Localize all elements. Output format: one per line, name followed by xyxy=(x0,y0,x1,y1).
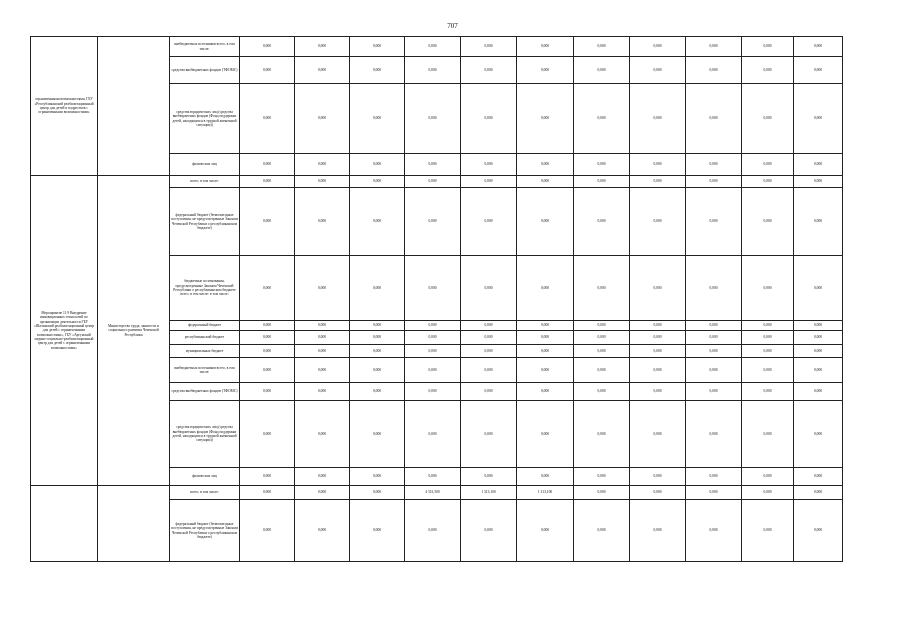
amount-cell: 0,000 xyxy=(240,468,295,486)
amount-cell: 0,000 xyxy=(350,358,405,383)
amount-cell: 0,000 xyxy=(630,37,686,57)
amount-cell: 0,000 xyxy=(517,57,574,84)
funding-source-cell: муниципальных бюджет xyxy=(170,345,240,358)
amount-cell: 0,000 xyxy=(350,486,405,500)
amount-cell: 0,000 xyxy=(794,256,843,321)
amount-cell: 0,000 xyxy=(686,57,742,84)
amount-cell: 0,000 xyxy=(405,321,461,331)
amount-cell: 0,000 xyxy=(517,188,574,256)
measure-name-cell: ограниченными возможностями, ГБУ «Республиканский реабилитационный центр для детей и подростков с ограниченными возможностями» xyxy=(31,37,98,176)
amount-cell: 0,000 xyxy=(350,401,405,468)
amount-cell: 0,000 xyxy=(742,256,794,321)
amount-cell: 0,000 xyxy=(794,358,843,383)
amount-cell: 0,000 xyxy=(295,401,350,468)
amount-cell: 0,000 xyxy=(517,256,574,321)
amount-cell: 0,000 xyxy=(350,321,405,331)
amount-cell: 0,000 xyxy=(686,468,742,486)
amount-cell: 0,000 xyxy=(295,468,350,486)
amount-cell: 0,000 xyxy=(461,401,517,468)
amount-cell: 0,000 xyxy=(630,321,686,331)
executor-cell xyxy=(98,486,170,562)
amount-cell: 0,000 xyxy=(350,383,405,401)
amount-cell: 0,000 xyxy=(742,321,794,331)
amount-cell: 0,000 xyxy=(350,176,405,188)
amount-cell: 0,000 xyxy=(574,358,630,383)
amount-cell: 0,000 xyxy=(240,500,295,562)
amount-cell: 0,000 xyxy=(405,154,461,176)
amount-cell: 0,000 xyxy=(630,345,686,358)
amount-cell: 0,000 xyxy=(461,331,517,345)
amount-cell: 0,000 xyxy=(240,176,295,188)
amount-cell: 0,000 xyxy=(574,345,630,358)
amount-cell: 0,000 xyxy=(517,331,574,345)
amount-cell: 0,000 xyxy=(742,331,794,345)
amount-cell: 0,000 xyxy=(794,486,843,500)
amount-cell: 0,000 xyxy=(461,345,517,358)
amount-cell: 0,000 xyxy=(461,358,517,383)
amount-cell: 0,000 xyxy=(350,256,405,321)
amount-cell: 0,000 xyxy=(350,331,405,345)
amount-cell: 0,000 xyxy=(461,154,517,176)
amount-cell: 0,000 xyxy=(574,176,630,188)
amount-cell: 0,000 xyxy=(742,468,794,486)
amount-cell: 0,000 xyxy=(517,500,574,562)
amount-cell: 0,000 xyxy=(742,345,794,358)
amount-cell: 0,000 xyxy=(630,331,686,345)
funding-source-cell: федеральный бюджет xyxy=(170,321,240,331)
amount-cell: 0,000 xyxy=(240,37,295,57)
amount-cell: 0,000 xyxy=(574,84,630,154)
amount-cell: 0,000 xyxy=(686,154,742,176)
amount-cell: 0,000 xyxy=(517,383,574,401)
amount-cell: 0,000 xyxy=(742,84,794,154)
amount-cell: 0,000 xyxy=(405,176,461,188)
amount-cell: 0,000 xyxy=(295,500,350,562)
amount-cell: 0,000 xyxy=(240,383,295,401)
amount-cell: 1 313,100 xyxy=(461,486,517,500)
amount-cell: 0,000 xyxy=(405,500,461,562)
amount-cell: 0,000 xyxy=(240,486,295,500)
amount-cell: 0,000 xyxy=(295,486,350,500)
funding-source-cell: средства внебюджетных фондов (ТФОМС) xyxy=(170,383,240,401)
amount-cell: 0,000 xyxy=(686,401,742,468)
amount-cell: 0,000 xyxy=(794,57,843,84)
amount-cell: 0,000 xyxy=(630,154,686,176)
amount-cell: 0,000 xyxy=(295,188,350,256)
table-row xyxy=(31,176,843,188)
amount-cell: 0,000 xyxy=(686,486,742,500)
amount-cell: 0,000 xyxy=(295,57,350,84)
amount-cell: 0,000 xyxy=(461,37,517,57)
amount-cell: 0,000 xyxy=(630,486,686,500)
amount-cell: 0,000 xyxy=(461,468,517,486)
amount-cell: 0,000 xyxy=(295,154,350,176)
amount-cell: 0,000 xyxy=(517,154,574,176)
amount-cell: 0,000 xyxy=(240,57,295,84)
amount-cell: 0,000 xyxy=(686,84,742,154)
amount-cell: 0,000 xyxy=(350,500,405,562)
amount-cell: 0,000 xyxy=(686,256,742,321)
amount-cell: 0,000 xyxy=(794,84,843,154)
amount-cell: 0,000 xyxy=(405,468,461,486)
amount-cell: 0,000 xyxy=(794,383,843,401)
amount-cell: 0,000 xyxy=(794,321,843,331)
amount-cell: 0,000 xyxy=(742,57,794,84)
amount-cell: 0,000 xyxy=(295,358,350,383)
amount-cell: 0,000 xyxy=(574,57,630,84)
amount-cell: 0,000 xyxy=(794,154,843,176)
amount-cell: 0,000 xyxy=(405,37,461,57)
amount-cell: 0,000 xyxy=(240,358,295,383)
amount-cell: 0,000 xyxy=(630,188,686,256)
amount-cell: 0,000 xyxy=(240,256,295,321)
funding-source-cell: внебюджетных источников всего, в том числе: xyxy=(170,37,240,57)
amount-cell: 0,000 xyxy=(517,321,574,331)
amount-cell: 0,000 xyxy=(794,331,843,345)
amount-cell: 0,000 xyxy=(742,486,794,500)
amount-cell: 0,000 xyxy=(240,84,295,154)
amount-cell: 0,000 xyxy=(794,176,843,188)
funding-source-cell: всего, в том числе: xyxy=(170,486,240,500)
amount-cell: 0,000 xyxy=(240,331,295,345)
amount-cell: 0,000 xyxy=(405,188,461,256)
amount-cell: 0,000 xyxy=(240,321,295,331)
amount-cell: 0,000 xyxy=(574,321,630,331)
executor-cell: Министерство труда, занятости и социального развития Чеченской Республики xyxy=(98,176,170,486)
amount-cell: 0,000 xyxy=(686,345,742,358)
amount-cell: 0,000 xyxy=(686,176,742,188)
measure-name-cell: Мероприятие 11.9 Внедрение инновационных технологий по организации деятельности ГБУ «Шалинский реабилитационный центр для детей с ограниченными возможностями», ГБУ «Аргунский медико-социально-реабилитационный центр для детей с ограниченными возможностями» xyxy=(31,176,98,486)
funding-source-cell: всего, в том числе: xyxy=(170,176,240,188)
amount-cell: 0,000 xyxy=(686,358,742,383)
amount-cell: 0,000 xyxy=(794,345,843,358)
amount-cell: 0,000 xyxy=(742,37,794,57)
funding-source-cell: федеральный бюджет (безвозмездные поступления, не предусмотренные Законом Чеченской Республики о республиканском бюджете) xyxy=(170,188,240,256)
amount-cell: 0,000 xyxy=(405,331,461,345)
amount-cell: 0,000 xyxy=(574,154,630,176)
amount-cell: 0,000 xyxy=(461,256,517,321)
amount-cell: 0,000 xyxy=(350,154,405,176)
amount-cell: 0,000 xyxy=(574,486,630,500)
amount-cell: 0,000 xyxy=(630,256,686,321)
amount-cell: 0,000 xyxy=(574,37,630,57)
funding-source-cell: средства внебюджетных фондов (ТФОМС) xyxy=(170,57,240,84)
amount-cell: 0,000 xyxy=(794,401,843,468)
measure-name-cell xyxy=(31,486,98,562)
amount-cell: 0,000 xyxy=(686,500,742,562)
amount-cell: 0,000 xyxy=(295,37,350,57)
amount-cell: 0,000 xyxy=(350,57,405,84)
amount-cell: 0,000 xyxy=(461,321,517,331)
amount-cell: 0,000 xyxy=(630,358,686,383)
amount-cell: 0,000 xyxy=(574,256,630,321)
amount-cell: 0,000 xyxy=(742,383,794,401)
amount-cell: 0,000 xyxy=(240,401,295,468)
amount-cell: 0,000 xyxy=(295,345,350,358)
amount-cell: 0,000 xyxy=(405,84,461,154)
amount-cell: 0,000 xyxy=(461,383,517,401)
funding-source-cell: внебюджетных источников всего, в том числе: xyxy=(170,358,240,383)
table-row xyxy=(31,486,843,500)
amount-cell: 0,000 xyxy=(405,358,461,383)
amount-cell: 0,000 xyxy=(686,331,742,345)
amount-cell: 0,000 xyxy=(405,256,461,321)
amount-cell: 0,000 xyxy=(630,500,686,562)
amount-cell: 0,000 xyxy=(574,188,630,256)
amount-cell: 0,000 xyxy=(742,401,794,468)
funding-source-cell: федеральный бюджет (безвозмездные поступления, не предусмотренные Законом Чеченской Республики о республиканском бюджете) xyxy=(170,500,240,562)
amount-cell: 0,000 xyxy=(686,37,742,57)
amount-cell: 0,000 xyxy=(630,57,686,84)
amount-cell: 0,000 xyxy=(742,500,794,562)
amount-cell: 0,000 xyxy=(350,84,405,154)
amount-cell: 0,000 xyxy=(517,358,574,383)
amount-cell: 0,000 xyxy=(461,57,517,84)
amount-cell: 0,000 xyxy=(517,37,574,57)
amount-cell: 0,000 xyxy=(574,331,630,345)
amount-cell: 0,000 xyxy=(574,500,630,562)
amount-cell: 0,000 xyxy=(295,331,350,345)
amount-cell: 0,000 xyxy=(295,256,350,321)
amount-cell: 0,000 xyxy=(350,188,405,256)
amount-cell: 0,000 xyxy=(517,84,574,154)
page-number: 707 xyxy=(447,22,458,30)
amount-cell: 0,000 xyxy=(295,321,350,331)
amount-cell: 0,000 xyxy=(240,154,295,176)
amount-cell: 0,000 xyxy=(461,176,517,188)
amount-cell: 0,000 xyxy=(630,401,686,468)
amount-cell: 0,000 xyxy=(295,84,350,154)
amount-cell: 0,000 xyxy=(630,468,686,486)
amount-cell: 0,000 xyxy=(574,401,630,468)
amount-cell: 0,000 xyxy=(742,154,794,176)
funding-source-cell: бюджетные ассигнования, предусмотренные Законом Чеченской Республики о республиканском бюджете всего, в том числе: в том числе: xyxy=(170,256,240,321)
amount-cell: 0,000 xyxy=(794,37,843,57)
amount-cell: 0,000 xyxy=(686,383,742,401)
amount-cell: 0,000 xyxy=(742,176,794,188)
amount-cell: 0,000 xyxy=(405,383,461,401)
table-row xyxy=(31,37,843,57)
funding-source-cell: республиканский бюджет xyxy=(170,331,240,345)
amount-cell: 0,000 xyxy=(350,37,405,57)
amount-cell: 0,000 xyxy=(517,468,574,486)
amount-cell: 0,000 xyxy=(794,500,843,562)
amount-cell: 0,000 xyxy=(794,468,843,486)
amount-cell: 0,000 xyxy=(350,345,405,358)
amount-cell: 0,000 xyxy=(630,383,686,401)
funding-source-cell: физических лиц xyxy=(170,154,240,176)
amount-cell: 0,000 xyxy=(686,188,742,256)
amount-cell: 0,000 xyxy=(630,176,686,188)
amount-cell: 0,000 xyxy=(461,500,517,562)
amount-cell: 0,000 xyxy=(742,188,794,256)
amount-cell: 0,000 xyxy=(574,383,630,401)
budget-table xyxy=(30,36,843,562)
amount-cell: 0,000 xyxy=(240,188,295,256)
amount-cell: 0,000 xyxy=(461,84,517,154)
funding-source-cell: физических лиц xyxy=(170,468,240,486)
amount-cell: 0,000 xyxy=(295,176,350,188)
amount-cell: 0,000 xyxy=(686,321,742,331)
executor-cell xyxy=(98,37,170,176)
amount-cell: 0,000 xyxy=(405,345,461,358)
amount-cell: 0,000 xyxy=(794,188,843,256)
amount-cell: 0,000 xyxy=(295,383,350,401)
amount-cell: 1 313,100 xyxy=(517,486,574,500)
amount-cell: 0,000 xyxy=(630,84,686,154)
amount-cell: 0,000 xyxy=(574,468,630,486)
amount-cell: 0,000 xyxy=(517,345,574,358)
amount-cell: 0,000 xyxy=(350,468,405,486)
amount-cell: 4 351,500 xyxy=(405,486,461,500)
amount-cell: 0,000 xyxy=(405,401,461,468)
amount-cell: 0,000 xyxy=(517,401,574,468)
funding-source-cell: средства юридических лиц (средства внебюджетных фондов (Фонд поддержки детей, находящихся в трудной жизненной ситуации)) xyxy=(170,401,240,468)
amount-cell: 0,000 xyxy=(240,345,295,358)
amount-cell: 0,000 xyxy=(742,358,794,383)
funding-source-cell: средства юридических лиц (средства внебюджетных фондов (Фонд поддержки детей, находящихся в трудной жизненной ситуации)) xyxy=(170,84,240,154)
amount-cell: 0,000 xyxy=(517,176,574,188)
amount-cell: 0,000 xyxy=(405,57,461,84)
amount-cell: 0,000 xyxy=(461,188,517,256)
